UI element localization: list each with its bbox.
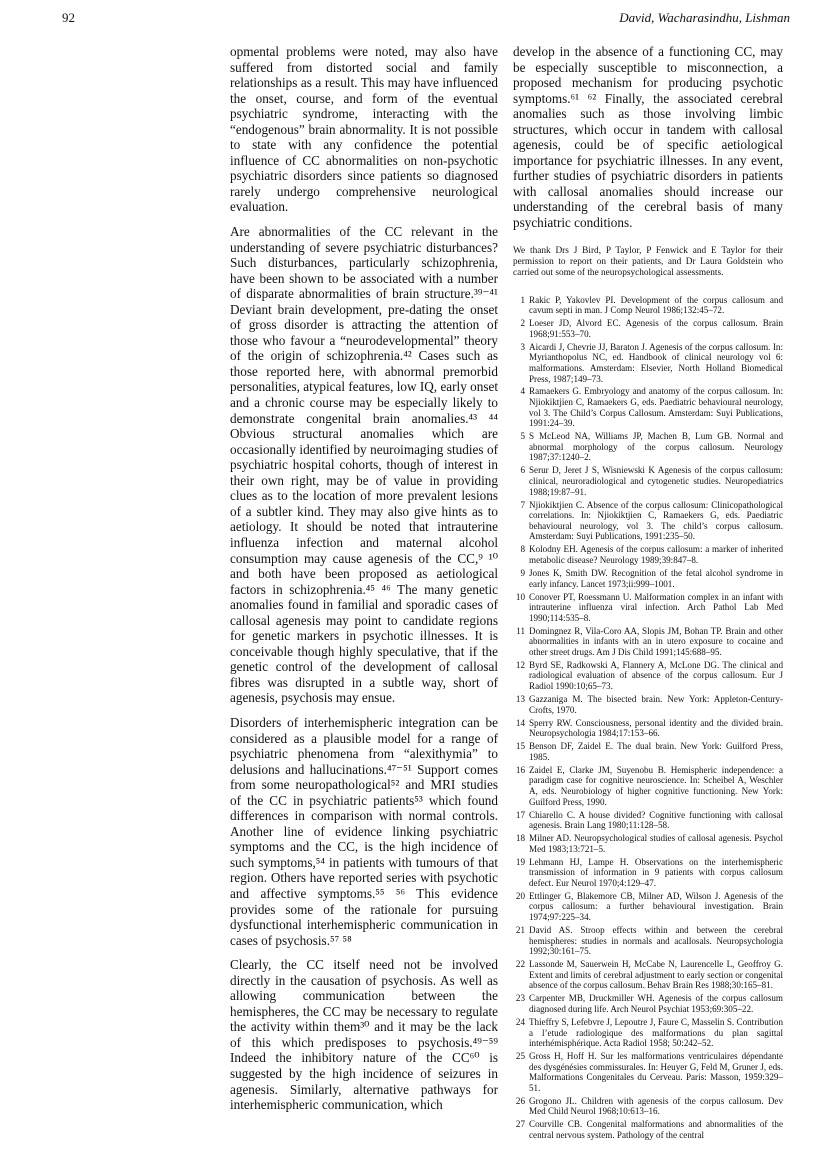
reference-number: 8 [520,544,525,555]
reference-text: Njiokiktjien C. Absence of the corpus callosum: Clinicopathological correlations. In: Njiokiktjien C, Ramaekers G, eds. Paediatric behavioural neurology, vol 3. The child’s corpus callosum. Amsterdam: Suyi Publications, 1991:235–50. [529,499,783,542]
reference-text: Carpenter MB, Druckmiller WH. Agenesis of the corpus callosum diagnosed during life. Arch Neurol Psychiat 1953;69:305–22. [529,993,783,1014]
reference-item [513,1096,783,1117]
reference-item [513,386,783,428]
reference-item [513,342,783,384]
reference-number: 25 [515,1051,525,1062]
reference-item [513,1119,783,1140]
reference-number: 13 [515,694,525,705]
reference-item [513,741,783,762]
body-paragraph: opmental problems were noted, may also have suffered from distorted social and family relationships as a result. This may have influenced the onset, course, and form of the eventual psychiatric syndrome, interacting with the “endogenous” brain abnormality. It is not possible to state with any confidence the potential influence of CC abnormalities on non-psychotic psychiatric disorders since patients so diagnosed rarely undergo comprehensive neurological evaluation. [230,44,498,215]
reference-text: Courville CB. Congenital malformations and abnormalities of the central nervous system. Pathology of the central [529,1119,783,1141]
reference-text: Thieffry S, Lefebvre J, Lepoutre J, Faure C, Masselin S. Contribution a l’etude radiologique des malformations du plan sagittal interhémisphérique. Acta Radiol 1958; 50:242–52. [529,1016,783,1049]
reference-item [513,891,783,923]
reference-item [513,431,783,463]
reference-text: Byrd SE, Radkowski A, Flannery A, McLone DG. The clinical and radiological evaluation of absence of the corpus callosum. Eur J Radiol 1990:10;65–73. [529,659,783,692]
reference-text: Lassonde M, Sauerwein H, McCabe N, Laurencelle L, Geoffroy G. Extent and limits of cerebral adjustment to early section or congenital absence of the corpus callosum. Behav Brain Res 1988;30:165–81. [529,959,783,991]
reference-number: 15 [515,741,525,752]
reference-text: Gazzaniga M. The bisected brain. New York: Appleton-Century-Crofts, 1970. [529,694,783,715]
reference-number: 3 [520,341,525,352]
reference-text: Ramaekers G. Embryology and anatomy of the corpus callosum. In: Njiokiktjien C, Ramaekers G, eds. Paediatric behavioural neurology, vol 3. The Child’s Corpus Callosum. Amsterdam: Suyi Publications, 1991:24–39. [529,386,783,429]
reference-number: 24 [515,1016,525,1027]
reference-number: 23 [515,993,525,1004]
reference-number: 26 [515,1095,525,1106]
reference-number: 17 [515,809,525,820]
reference-text: Conover PT, Roessmann U. Malformation complex in an infant with intrauterine influenza viral infection. Arch Pathol Lab Med 1990;114:535–8. [529,591,783,623]
reference-number: 16 [515,764,525,775]
page-number: 92 [62,10,75,25]
reference-number: 20 [515,890,525,901]
reference-item [513,544,783,565]
left-column [230,44,498,1113]
reference-text: Milner AD. Neuropsychological studies of callosal agenesis. Psychol Med 1983;13:721–5. [529,833,783,854]
reference-text: David AS. Stroop effects within and between the cerebral hemispheres: studies in normals and acallosals. Neuropsychologia 1992;30:161–75. [529,925,783,957]
reference-item [513,500,783,542]
reference-number: 10 [515,591,525,602]
reference-list [513,295,783,1141]
reference-text: Kolodny EH. Agenesis of the corpus callosum: a marker of inherited metabolic disease? Neurology 1989;39:847–8. [529,544,783,565]
reference-item [513,568,783,589]
right-column [513,44,783,1143]
reference-text: Sperry RW. Consciousness, personal identity and the divided brain. Neuropsychologia 1984;17:153–66. [529,717,783,739]
reference-text: Lehmann HJ, Lampe H. Observations on the interhemispheric transmission of information in 9 patients with corpus callosum defect. Eur Neurol 1970;4:129–47. [529,856,783,888]
reference-number: 6 [520,465,525,476]
reference-text: Serur D, Jeret J S, Wisniewski K Agenesis of the corpus callosum: clinical, neuroradiological and cytogenetic studies. Neuropediatrics 1988;19:87–91. [529,465,783,497]
reference-item [513,295,783,316]
reference-number: 12 [515,659,525,670]
running-head-authors: David, Wacharasindhu, Lishman [619,10,790,25]
reference-number: 4 [520,386,525,397]
reference-number: 18 [515,833,525,844]
reference-number: 5 [520,431,525,442]
reference-item [513,993,783,1014]
reference-item [513,765,783,807]
reference-text: Zaidel E, Clarke JM, Suyenobu B. Hemispheric independence: a paradigm case for cognitive neuroscience. In: Scheibel A, Weschler A, eds. Neurobiology of higher cognitive functioning. New York: Guilford Press, 1990. [529,764,783,807]
reference-item [513,592,783,624]
reference-text: Domingnez R, Vila-Coro AA, Slopis JM, Bohan TP. Brain and other abnormalities in infants with an in utero exposure to cocaine and other street drugs. Am J Dis Child 1991;145:688–95. [529,625,783,657]
reference-number: 21 [515,925,525,936]
acknowledgement: We thank Drs J Bird, P Taylor, P Fenwick and E Taylor for their permission to report on their patients, and Dr Laura Goldstein who carried out some of the neuropsychological assessments. [513,245,783,278]
reference-item [513,626,783,658]
reference-number: 11 [516,625,525,636]
reference-number: 22 [515,959,525,970]
reference-item [513,694,783,715]
body-paragraph: Are abnormalities of the CC relevant in the understanding of severe psychiatric disturbances? Such disturbances, particularly schizophrenia, have been shown to be associated with a number of disparate abnormalities of brain structure.³⁹⁻⁴¹ Deviant brain development, pre-dating the onset of gross disorder is attracting the attention of those who favour a “neurodevelopmental” theory of the origin of schizophrenia.⁴² Cases such as those reported here, with abnormal premorbid personalities, atypical features, low IQ, early onset and a chronic course may be especially likely to demonstrate congenital brain anomalies.⁴³ ⁴⁴ Obvious structural anomalies which are occasionally identified by neuroimaging studies of psychiatric hospital cohorts, though of interest in their own right, may be of value in providing clues as to the location of more prevalent lesions of a subtler kind. They may also give hints as to aetiology. It should be noted that intrauterine influenza infection and maternal alcohol consumption may cause agenesis of the CC,⁹ ¹⁰ and both have been proposed as aetiological factors in schizophrenia.⁴⁵ ⁴⁶ The many genetic anomalies found in familial and sporadic cases of callosal agenesis may point to candidate regions for genetic markers in psychotic illnesses. It is conceivable though highly speculative, that if the genetic control of the development of callosal fibres was disrupted in a subtle way, short of agenesis, psychosis may ensue. [230,224,498,706]
reference-item [513,1017,783,1049]
reference-number: 19 [515,856,525,867]
reference-item [513,810,783,831]
reference-text: S McLeod NA, Williams JP, Machen B, Lum GB. Normal and abnormal morphology of the corpus callosum. Neurology 1987;37:1240–2. [529,431,783,463]
body-paragraph: Clearly, the CC itself need not be involved directly in the causation of psychosis. As well as allowing communication between the hemispheres, the CC may be necessary to regulate the activity within them³⁰ and it may be the lack of this which predisposes to psychosis.⁴⁹⁻⁵⁹ Indeed the inhibitory nature of the CC⁶⁰ is suggested by the high incidence of seizures in agenesis. Similarly, alternative pathways for interhemispheric communication, which [230,957,498,1113]
reference-item [513,1051,783,1093]
continuation-paragraph: develop in the absence of a functioning CC, may be especially susceptible to misconnection, a proposed mechanism for producing psychotic symptoms.⁶¹ ⁶² Finally, the associated cerebral anomalies such as those involving limbic structures, which occur in tandem with callosal agenesis, could be of specific aetiological importance for psychiatric illnesses. In any event, further studies of psychiatric disorders in patients with callosal anomalies should increase our understanding of the cerebral basis of many psychiatric conditions. [513,44,783,231]
reference-item [513,833,783,854]
page-header [62,10,790,28]
reference-number: 7 [520,499,525,510]
reference-text: Gross H, Hoff H. Sur les malformations ventriculaires dépendante des dysgénésies commissurales. In: Heuyer G, Feld M, Gruner J, eds. Malformations Congenitales du Cerveau. Paris: Masson, 1959:329–51. [529,1051,783,1093]
reference-text: Ettlinger G, Blakemore CB, Milner AD, Wilson J. Agenesis of the corpus callosum: a further behavioural investigation. Brain 1974;97:225–34. [529,890,783,923]
reference-text: Jones K, Smith DW. Recognition of the fetal alcohol syndrome in early infancy. Lancet 1973;ii:999–1001. [529,567,783,589]
reference-item [513,857,783,889]
reference-item [513,465,783,497]
reference-item [513,925,783,957]
reference-number: 14 [515,717,525,728]
reference-number: 2 [520,318,525,329]
body-paragraph: Disorders of interhemispheric integration can be considered as a plausible model for a range of psychiatric phenomena from “alexithymia” to delusions and hallucinations.⁴⁷⁻⁵¹ Support comes from some neuropathological⁵² and MRI studies of the CC in psychiatric patients⁵³ which found differences in comparison with normal controls. Another line of evidence linking psychiatric symptoms and the CC, is the high incidence of such symptoms,⁵⁴ in patients with tumours of that region. Others have reported series with psychotic and affective symptoms.⁵⁵ ⁵⁶ This evidence provides some of the rationale for pursuing dysfunctional interhemispheric communication in cases of psychosis.⁵⁷ ⁵⁸ [230,714,498,948]
reference-text: Benson DF, Zaidel E. The dual brain. New York: Guilford Press, 1985. [529,741,783,762]
reference-item [513,718,783,739]
reference-text: Grogono JL. Children with agenesis of the corpus callosum. Dev Med Child Neurol 1968;10:613–16. [529,1095,783,1117]
reference-number: 27 [515,1119,525,1130]
reference-item [513,318,783,339]
reference-number: 1 [520,294,525,305]
reference-item [513,959,783,991]
reference-item [513,660,783,692]
reference-text: Aicardi J, Chevrie JJ, Baraton J. Agenesis of the corpus callosum. In: Myrianthopolus NC, ed. Handbook of clinical neurology vol 6: malformations. Amsterdam: Elsevier, North Holland Biomedical Press, 1987;149–73. [529,341,783,384]
reference-text: Loeser JD, Alvord EC. Agenesis of the corpus callosum. Brain 1968;91:553–70. [529,318,783,339]
reference-text: Chiarello C. A house divided? Cognitive functioning with callosal agenesis. Brain Lang 1980;11:128–58. [529,809,783,831]
reference-number: 9 [520,567,525,578]
reference-text: Rakic P, Yakovlev PI. Development of the corpus callosum and cavum septi in man. J Comp Neurol 1986;132:45–72. [529,294,783,316]
